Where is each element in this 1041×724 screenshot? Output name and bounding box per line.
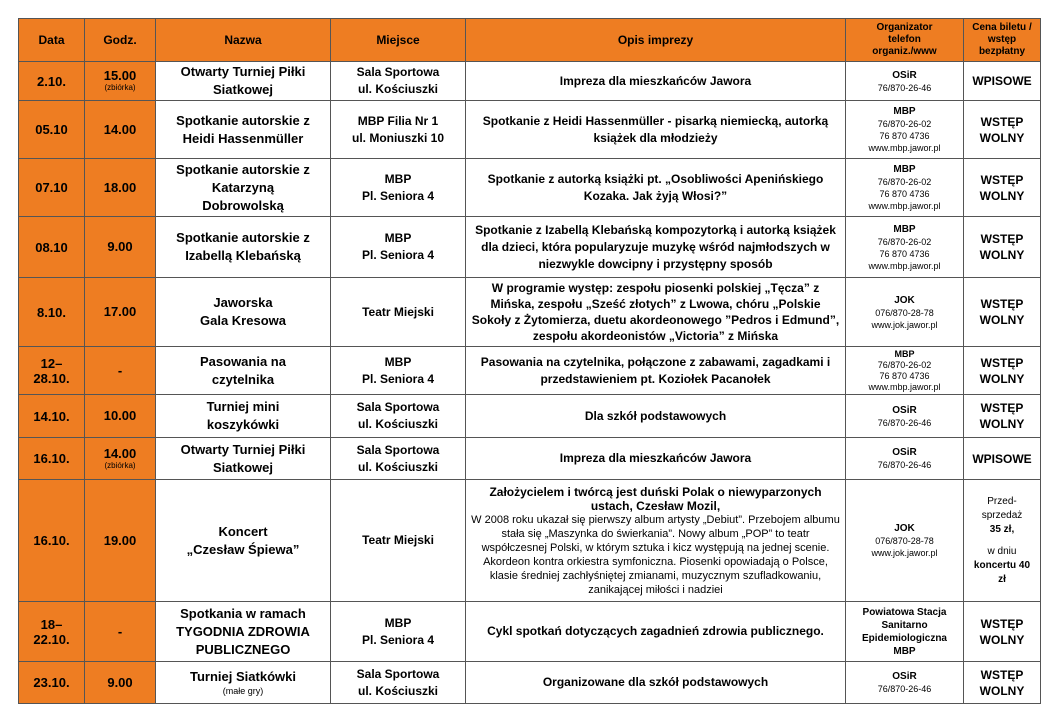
event-place-line: ul. Kościuszki — [357, 683, 439, 698]
event-place-line: Sala Sportowa — [356, 442, 440, 457]
price-line: WSTĘP — [980, 114, 1024, 129]
event-organizer — [846, 159, 964, 217]
event-name — [156, 347, 331, 395]
event-organizer — [846, 217, 964, 278]
organizer-name: MBP — [893, 106, 916, 117]
event-name-line: Siatkowej — [213, 459, 273, 475]
price-line: WOLNY — [979, 683, 1025, 698]
organizer-name: OSiR — [892, 404, 917, 416]
event-name-line: czytelnika — [211, 371, 275, 387]
header-price — [964, 19, 1041, 62]
event-place — [331, 62, 466, 101]
event-date: 05.10 — [19, 101, 85, 159]
price-line: WOLNY — [979, 248, 1025, 262]
event-place — [331, 159, 466, 217]
event-price — [964, 278, 1041, 347]
header-organizer-line: telefon — [888, 34, 921, 45]
event-description: Spotkanie z Izabellą Klebańską kompozytorką i autorką książek dla dzieci, która popularyzuje muzykę wśród najmłodszych w niezwykle dowcipny i przystępny sposób — [466, 217, 846, 278]
event-price — [964, 101, 1041, 159]
event-place — [331, 662, 466, 704]
price-line: WOLNY — [979, 632, 1025, 647]
organizer-contact: 76/870-26-02 — [877, 177, 932, 187]
header-organizer-line: Organizator — [876, 22, 933, 33]
price-line: WSTĘP — [980, 616, 1024, 631]
price-line: WOLNY — [979, 130, 1025, 145]
price-line: sprzedaż — [981, 509, 1023, 521]
event-name-line: Spotkania w ramach — [180, 605, 306, 621]
event-description: W programie występ: zespołu piosenki polskiej „Tęcza” z Mińska, zespołu „Sześć złotych” z Lwowa, chóru „Polskie Sokoły z Żytomierza, duetu akordeonowego ”Pedros i Edmund”, zespołu akordeonistów „Victoria” z Mińska — [466, 278, 846, 347]
event-description: Impreza dla mieszkańców Jawora — [466, 62, 846, 101]
event-description: Organizowane dla szkół podstawowych — [466, 662, 846, 704]
organizer-contact: 76/870-26-46 — [877, 460, 932, 470]
event-time-note: (zbiórka) — [104, 83, 136, 92]
event-place-line: Pl. Seniora 4 — [361, 632, 435, 647]
event-place-line: MBP Filia Nr 1 — [357, 113, 439, 128]
organizer-name: MBP — [894, 348, 915, 359]
event-place-line: Teatr Miejski — [362, 304, 434, 319]
organizer-contact: www.mbp.jawor.pl — [868, 260, 941, 271]
header-price-line: wstęp — [987, 34, 1017, 45]
event-name — [156, 662, 331, 704]
table-row — [19, 438, 1041, 480]
event-organizer — [846, 395, 964, 438]
header-time: Godz. — [85, 19, 156, 62]
event-place-line: ul. Kościuszki — [357, 459, 439, 474]
price-line: zł — [998, 573, 1006, 585]
organizer-contact: 76 870 4736 — [879, 189, 930, 199]
organizer-contact: 76 870 4736 — [879, 248, 930, 259]
event-place — [331, 480, 466, 602]
organizer-name: JOK — [894, 523, 915, 534]
event-time — [85, 438, 156, 480]
event-time — [85, 480, 156, 602]
event-date: 18–22.10. — [19, 602, 85, 662]
event-place — [331, 347, 466, 395]
event-date: 8.10. — [19, 278, 85, 347]
event-price — [964, 602, 1041, 662]
header-place: Miejsce — [331, 19, 466, 62]
event-name-line: Jaworska — [213, 295, 273, 310]
price-line: WPISOWE — [972, 74, 1032, 88]
event-name-line: TYGODNIA ZDROWIA — [176, 623, 310, 639]
organizer-contact: www.jok.jawor.pl — [871, 548, 938, 558]
event-name-line: Katarzyną — [211, 179, 275, 195]
event-organizer — [846, 347, 964, 395]
organizer-contact: MBP — [893, 645, 916, 657]
price-line: koncertu 40 — [973, 559, 1031, 571]
event-name — [156, 278, 331, 347]
organizer-name: OSiR — [892, 447, 917, 458]
event-place-line: Sala Sportowa — [356, 400, 440, 414]
event-organizer — [846, 62, 964, 101]
event-name — [156, 480, 331, 602]
event-time — [85, 395, 156, 438]
table-row — [19, 395, 1041, 438]
event-time-note: (zbiórka) — [104, 460, 136, 470]
event-time-value: - — [117, 362, 123, 378]
event-place-line: Sala Sportowa — [356, 666, 440, 681]
organizer-contact: www.mbp.jawor.pl — [868, 201, 941, 211]
event-time-value: 9.00 — [107, 239, 133, 254]
price-line: WSTĘP — [980, 172, 1024, 187]
event-organizer — [846, 602, 964, 662]
event-organizer — [846, 278, 964, 347]
price-line: Przed- — [987, 495, 1017, 507]
event-time — [85, 278, 156, 347]
event-price — [964, 159, 1041, 217]
event-organizer — [846, 438, 964, 480]
event-name — [156, 101, 331, 159]
organizer-contact: Sanitarno — [881, 619, 928, 631]
event-description — [466, 480, 846, 602]
organizer-contact: www.mbp.jawor.pl — [868, 381, 941, 392]
event-name-line: Siatkowej — [213, 82, 273, 97]
event-name — [156, 159, 331, 217]
event-name-line: Koncert — [218, 523, 268, 539]
organizer-contact: 076/870-28-78 — [875, 307, 934, 318]
event-time-value: 9.00 — [107, 674, 133, 690]
event-description: Cykl spotkań dotyczących zagadnień zdrowia publicznego. — [466, 602, 846, 662]
organizer-contact: 76/870-26-46 — [877, 82, 932, 93]
event-time — [85, 217, 156, 278]
organizer-contact: 76/870-26-46 — [877, 684, 932, 694]
event-date: 12–28.10. — [19, 347, 85, 395]
event-name-note: (małe gry) — [222, 686, 264, 696]
event-name-line: Dobrowolską — [202, 197, 284, 213]
event-description: Dla szkół podstawowych — [466, 395, 846, 438]
price-line: WSTĘP — [980, 401, 1024, 415]
price-line: WSTĘP — [980, 297, 1024, 311]
header-organizer-line: organiz./www — [872, 46, 937, 57]
organizer-contact: www.jok.jawor.pl — [871, 319, 938, 330]
event-time — [85, 62, 156, 101]
event-date: 2.10. — [19, 62, 85, 101]
event-price — [964, 395, 1041, 438]
event-place-line: ul. Moniuszki 10 — [351, 130, 444, 145]
event-place — [331, 395, 466, 438]
price-line: WSTĘP — [980, 355, 1024, 370]
event-time-value: - — [117, 623, 123, 639]
event-description: Pasowania na czytelnika, połączone z zabawami, zagadkami i przedstawieniem pt. Koziołek Pacanołek — [466, 347, 846, 395]
price-line: 35 zł, — [989, 523, 1015, 535]
price-line: WOLNY — [979, 188, 1025, 203]
table-row — [19, 159, 1041, 217]
event-price — [964, 438, 1041, 480]
event-name-line: Turniej mini — [206, 399, 280, 414]
event-date: 16.10. — [19, 480, 85, 602]
organizer-contact: 76 870 4736 — [879, 131, 930, 141]
event-date: 16.10. — [19, 438, 85, 480]
event-date: 14.10. — [19, 395, 85, 438]
table-row — [19, 602, 1041, 662]
event-name-line: Otwarty Turniej Piłki — [180, 64, 306, 79]
table-row — [19, 62, 1041, 101]
event-date: 23.10. — [19, 662, 85, 704]
organizer-name: MBP — [893, 164, 916, 175]
price-line: w dniu — [987, 545, 1017, 557]
event-time-value: 19.00 — [103, 532, 137, 548]
event-time-value: 10.00 — [103, 408, 137, 423]
table-row — [19, 480, 1041, 602]
event-name-line: Pasowania na — [200, 353, 286, 369]
event-place — [331, 217, 466, 278]
table-row — [19, 278, 1041, 347]
event-name-line: Spotkanie autorskie z — [176, 230, 310, 245]
event-place — [331, 438, 466, 480]
header-organizer — [846, 19, 964, 62]
organizer-contact: Epidemiologiczna — [861, 632, 947, 644]
event-place-line: Teatr Miejski — [362, 533, 434, 547]
event-place — [331, 278, 466, 347]
event-time — [85, 159, 156, 217]
event-date: 07.10 — [19, 159, 85, 217]
event-description-more: W 2008 roku ukazał się pierwszy album artysty „Debiut”. Przebojem albumu stała się „Maszynka do świerkania”. Nowy album „POP” to teatr współczesnej Polski, w którym sztuka i kicz występują na jednej scenie. Akordeon kontra orkiestra symfoniczna. Piosenki opowiadają o Polsce, klasie średniej zachłyśniętej zmianami, muzycznym szufladkowaniu, zanikającej miłości i nadziei — [471, 513, 840, 596]
event-time-value: 14.00 — [103, 445, 137, 461]
event-time — [85, 347, 156, 395]
organizer-contact: 76/870-26-46 — [877, 417, 932, 428]
organizer-name: JOK — [894, 294, 915, 306]
event-place-line: MBP — [384, 171, 412, 186]
event-time-value: 17.00 — [103, 304, 137, 319]
organizer-contact: 76/870-26-02 — [877, 236, 932, 247]
event-price — [964, 347, 1041, 395]
event-name-line: Heidi Hassenmüller — [182, 130, 304, 146]
event-price — [964, 62, 1041, 101]
event-time — [85, 662, 156, 704]
header-description: Opis imprezy — [466, 19, 846, 62]
event-time-value: 15.00 — [103, 68, 137, 83]
event-description: Spotkanie z autorką książki pt. „Osobliwości Apenińskiego Kozaka. Jak żyją Włosi?” — [466, 159, 846, 217]
table-row — [19, 101, 1041, 159]
price-line: WOLNY — [979, 371, 1025, 386]
event-description-lead: Założycielem i twórcą jest duński Polak o niewyparzonych ustach, Czesław Mozil, — [489, 484, 822, 513]
event-place-line: MBP — [384, 354, 412, 369]
event-time-value: 14.00 — [103, 121, 137, 137]
event-price — [964, 217, 1041, 278]
event-name-line: Izabellą Klebańską — [185, 248, 301, 263]
event-description: Spotkanie z Heidi Hassenmüller - pisarką niemiecką, autorką książek dla młodzieży — [466, 101, 846, 159]
event-name-line: Turniej Siatkówki — [190, 669, 296, 684]
header-date: Data — [19, 19, 85, 62]
event-name-line: koszykówki — [206, 417, 280, 432]
organizer-contact: 76 870 4736 — [879, 370, 930, 381]
event-place-line: ul. Kościuszki — [357, 82, 439, 96]
event-name-line: Spotkanie autorskie z — [176, 161, 310, 177]
organizer-contact: www.mbp.jawor.pl — [868, 143, 941, 153]
organizer-contact: Powiatowa Stacja — [862, 606, 947, 618]
event-name-line: Gala Kresowa — [200, 313, 286, 328]
table-row — [19, 217, 1041, 278]
header-price-line: bezpłatny — [978, 46, 1026, 57]
organizer-name: MBP — [893, 223, 916, 235]
event-name — [156, 217, 331, 278]
event-name — [156, 62, 331, 101]
event-name — [156, 602, 331, 662]
header-row — [19, 19, 1041, 62]
header-name: Nazwa — [156, 19, 331, 62]
event-name — [156, 395, 331, 438]
price-spacer — [968, 537, 1036, 545]
price-line: WOLNY — [979, 313, 1025, 327]
event-place-line: Pl. Seniora 4 — [361, 248, 435, 262]
organizer-name: OSiR — [892, 69, 917, 81]
price-line: WSTĘP — [980, 667, 1024, 682]
header-price-line: Cena biletu / — [972, 22, 1032, 33]
event-price — [964, 662, 1041, 704]
organizer-contact: 076/870-28-78 — [875, 536, 934, 546]
event-organizer — [846, 480, 964, 602]
event-place-line: MBP — [384, 231, 412, 245]
event-place-line: ul. Kościuszki — [357, 417, 439, 431]
event-place — [331, 602, 466, 662]
event-description: Impreza dla mieszkańców Jawora — [466, 438, 846, 480]
organizer-contact: 76/870-26-02 — [877, 119, 932, 129]
event-name-line: Otwarty Turniej Piłki — [180, 441, 306, 457]
event-date: 08.10 — [19, 217, 85, 278]
organizer-contact: 76/870-26-02 — [877, 359, 932, 370]
event-name-line: PUBLICZNEGO — [195, 641, 291, 657]
price-line: WOLNY — [979, 417, 1025, 431]
event-organizer — [846, 101, 964, 159]
event-place-line: Pl. Seniora 4 — [361, 371, 435, 386]
price-line: WPISOWE — [972, 451, 1032, 466]
event-name-line: „Czesław Śpiewa” — [186, 541, 300, 557]
event-name-line: Spotkanie autorskie z — [176, 112, 310, 128]
event-price — [964, 480, 1041, 602]
event-place-line: Sala Sportowa — [356, 65, 440, 79]
event-organizer — [846, 662, 964, 704]
event-time — [85, 101, 156, 159]
table-row — [19, 347, 1041, 395]
event-place-line: MBP — [384, 615, 412, 630]
event-time-value: 18.00 — [103, 179, 137, 195]
event-place-line: Pl. Seniora 4 — [361, 188, 435, 203]
organizer-name: OSiR — [892, 671, 917, 682]
events-table — [18, 18, 1041, 704]
event-name — [156, 438, 331, 480]
price-line: WSTĘP — [980, 232, 1024, 246]
table-row — [19, 662, 1041, 704]
event-time — [85, 602, 156, 662]
event-place — [331, 101, 466, 159]
